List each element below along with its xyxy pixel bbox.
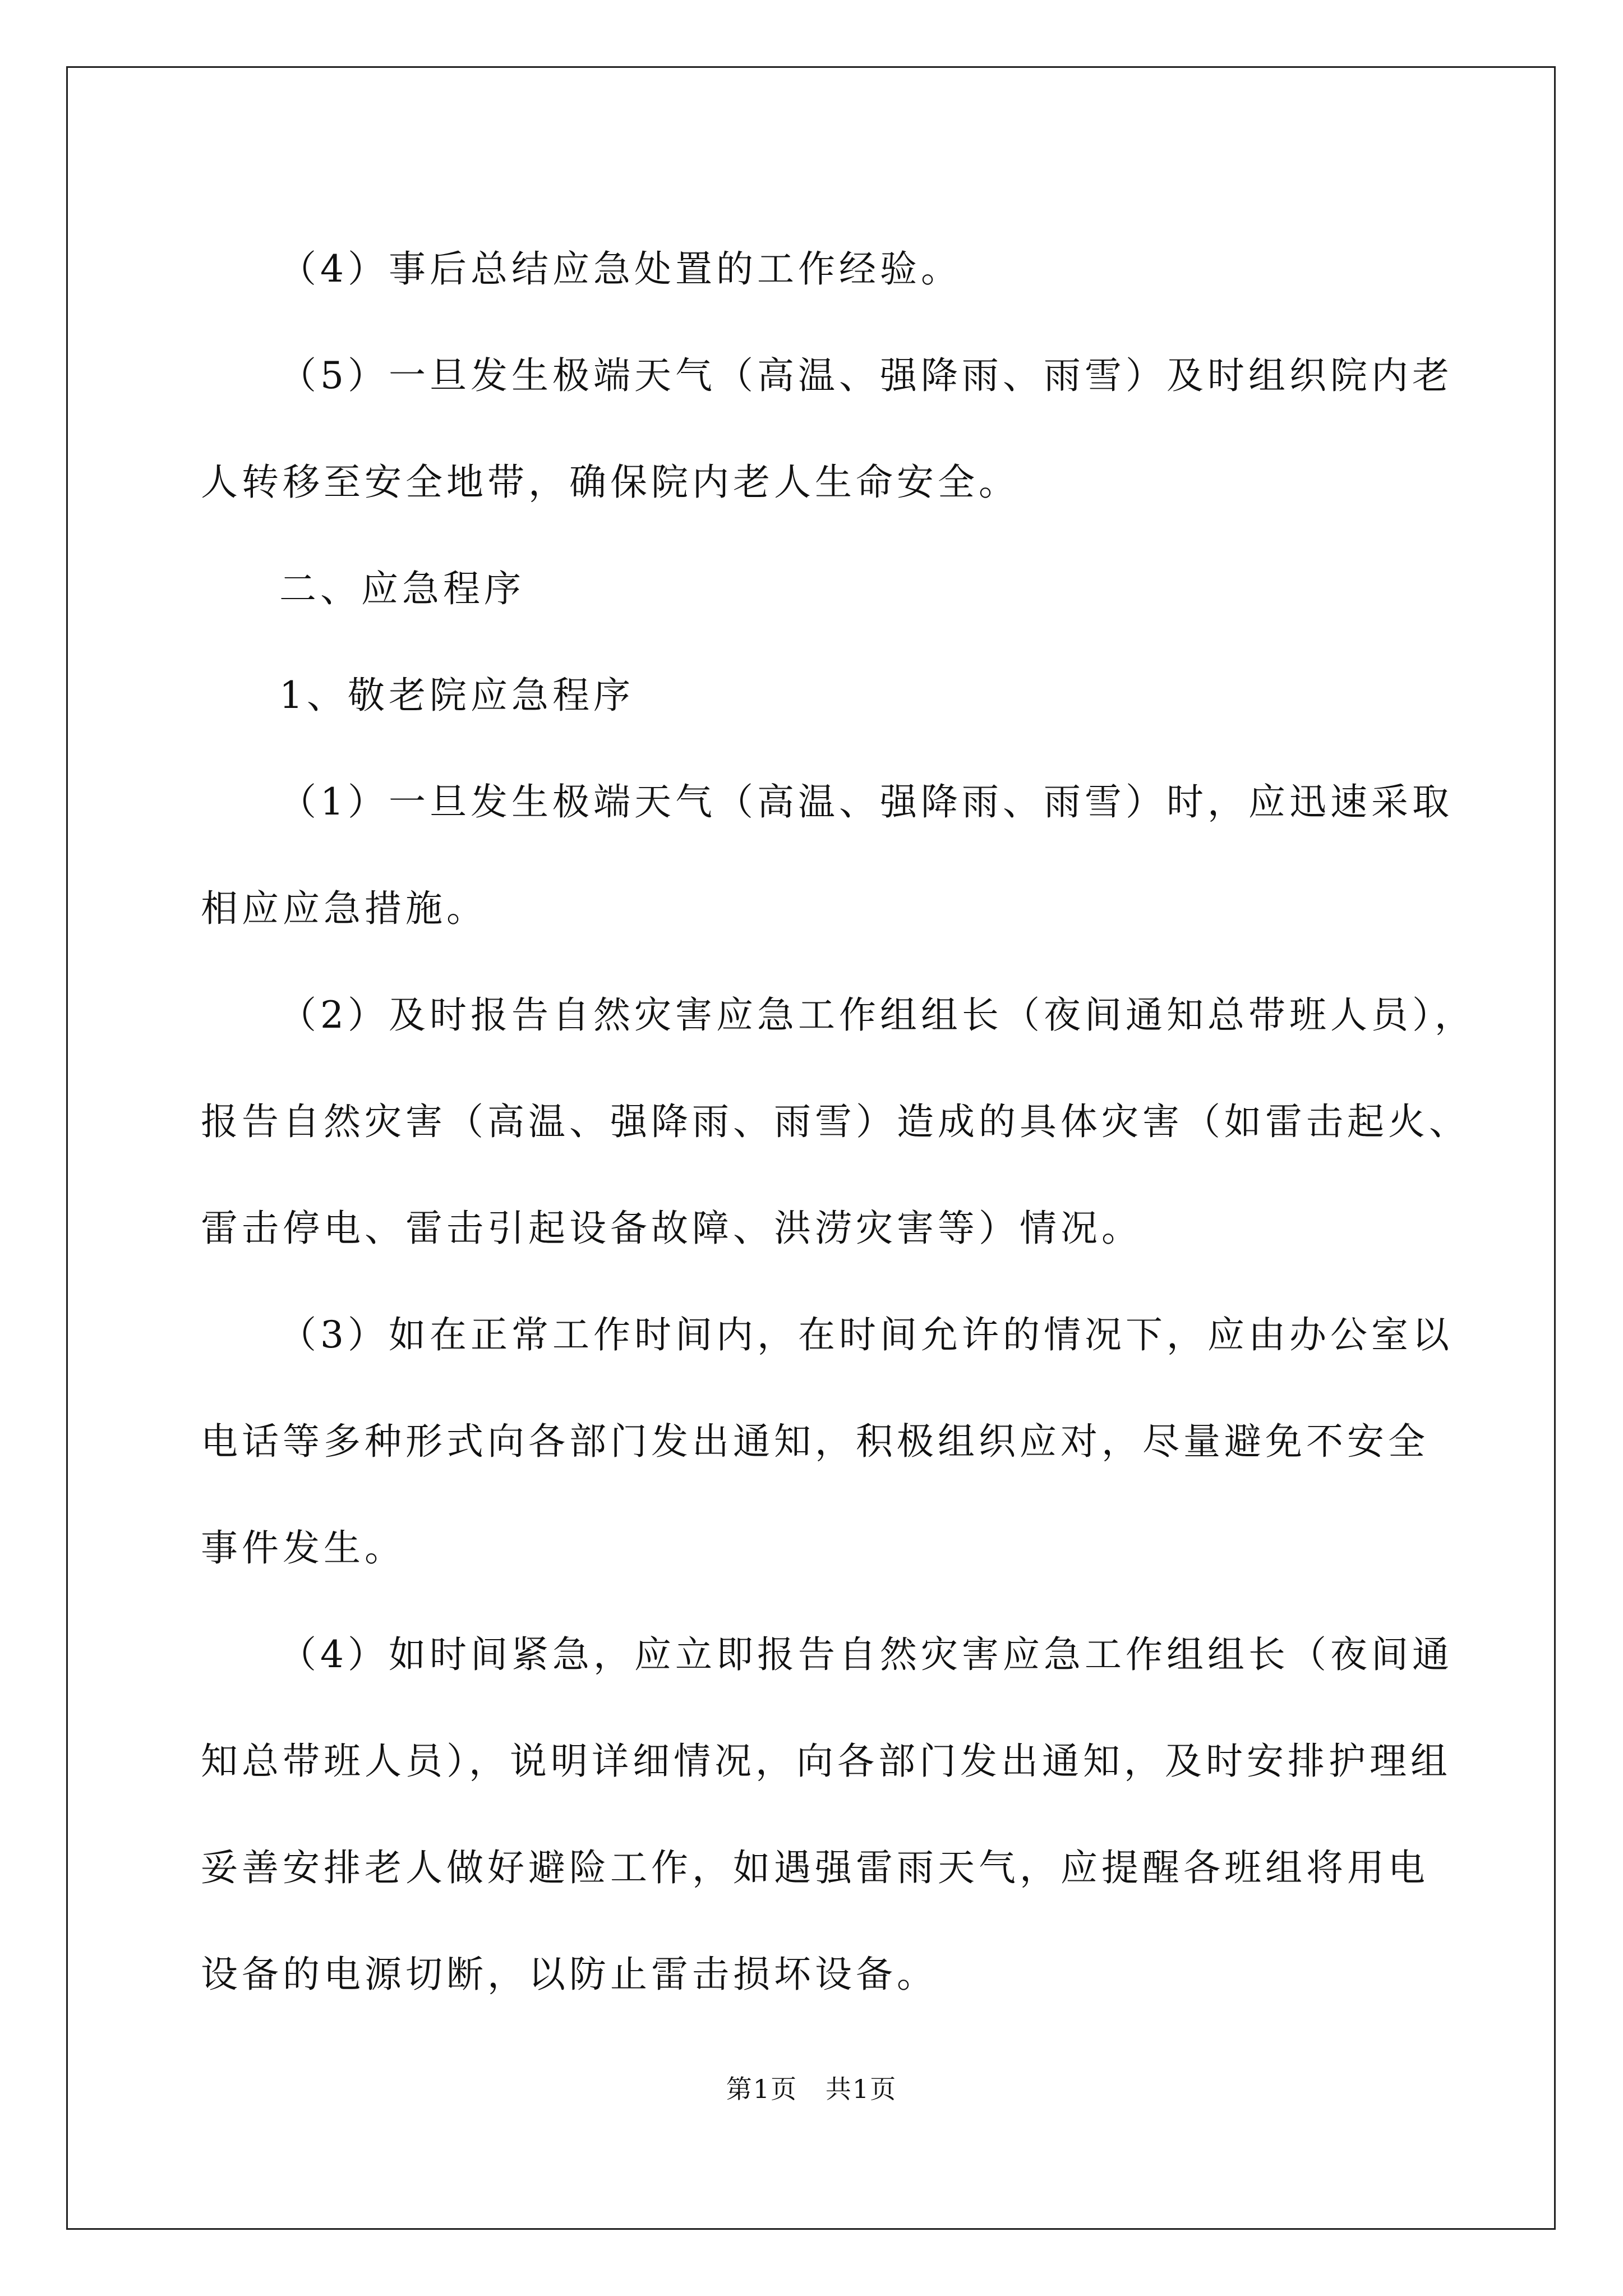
text-line: 事件发生。 xyxy=(201,1526,405,1570)
text-line: （4）如时间紧急，应立即报告自然灾害应急工作组组长（夜间通 xyxy=(279,1633,1453,1676)
text-line: 二、应急程序 xyxy=(279,567,525,610)
text-line: （2）及时报告自然灾害应急工作组组长（夜间通知总带班人员）， xyxy=(279,993,1476,1037)
text-line: 1、敬老院应急程序 xyxy=(279,674,634,717)
text-line: 人转移至安全地带，确保院内老人生命安全。 xyxy=(201,461,1020,504)
text-line: 电话等多种形式向各部门发出通知，积极组织应对，尽量避免不安全 xyxy=(201,1420,1429,1463)
text-line: （5）一旦发生极端天气（高温、强降雨、雨雪）及时组织院内老 xyxy=(279,354,1453,397)
text-line: 雷击停电、雷击引起设备故障、洪涝灾害等）情况。 xyxy=(201,1207,1142,1250)
page-number-footer: 第1页 共1页 xyxy=(726,2074,897,2104)
text-line: 报告自然灾害（高温、强降雨、雨雪）造成的具体灾害（如雷击起火、 xyxy=(201,1100,1470,1143)
text-line: （4）事后总结应急处置的工作经验。 xyxy=(279,247,962,291)
document-body xyxy=(201,216,1476,2028)
text-line: 设备的电源切断，以防止雷击损坏设备。 xyxy=(201,1953,938,1996)
text-line: 妥善安排老人做好避险工作，如遇强雷雨天气，应提醒各班组将用电 xyxy=(201,1846,1429,1889)
text-line: （1）一旦发生极端天气（高温、强降雨、雨雪）时，应迅速采取 xyxy=(279,780,1453,823)
text-line: 知总带班人员），说明详细情况，向各部门发出通知，及时安排护理组 xyxy=(201,1740,1451,1783)
text-line: 相应应急措施。 xyxy=(201,887,487,930)
text-line: （3）如在正常工作时间内，在时间允许的情况下，应由办公室以 xyxy=(279,1313,1453,1356)
